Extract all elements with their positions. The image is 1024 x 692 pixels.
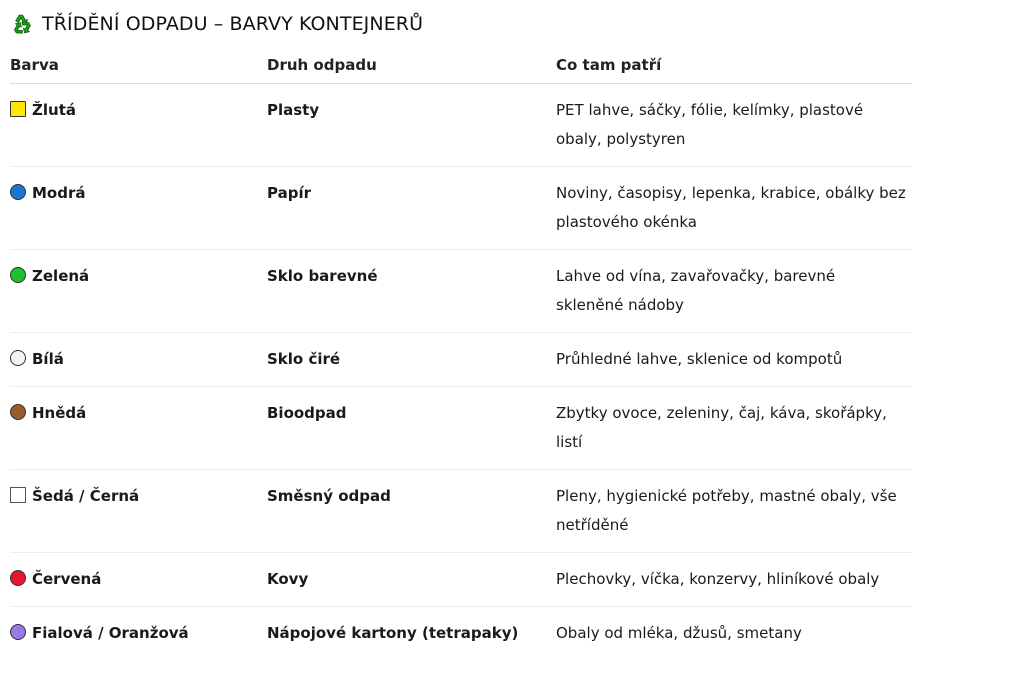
color-swatch-icon	[10, 570, 26, 586]
color-name: Modrá	[32, 184, 86, 202]
color-cell	[10, 333, 267, 387]
color-name: Šedá / Černá	[32, 487, 140, 505]
color-cell	[10, 607, 267, 661]
table-row	[10, 333, 912, 387]
color-name: Zelená	[32, 267, 90, 285]
table-header-row	[10, 48, 912, 84]
waste-items: Pleny, hygienické potřeby, mastné obaly, vše netříděné	[556, 470, 912, 553]
color-cell	[10, 470, 267, 553]
color-cell	[10, 84, 267, 167]
waste-type: Směsný odpad	[267, 470, 556, 553]
waste-type: Kovy	[267, 553, 556, 607]
title-row	[10, 8, 912, 40]
waste-table	[10, 48, 912, 660]
waste-type: Sklo čiré	[267, 333, 556, 387]
waste-items: PET lahve, sáčky, fólie, kelímky, plastové obaly, polystyren	[556, 84, 912, 167]
color-swatch-icon	[10, 184, 26, 200]
waste-type: Papír	[267, 167, 556, 250]
waste-items: Průhledné lahve, sklenice od kompotů	[556, 333, 912, 387]
table-row	[10, 84, 912, 167]
waste-items: Zbytky ovoce, zeleniny, čaj, káva, skořápky, listí	[556, 387, 912, 470]
color-swatch-icon	[10, 487, 26, 503]
waste-items: Lahve od vína, zavařovačky, barevné skleněné nádoby	[556, 250, 912, 333]
color-swatch-icon	[10, 404, 26, 420]
color-swatch-icon	[10, 101, 26, 117]
color-swatch-icon	[10, 624, 26, 640]
table-row	[10, 470, 912, 553]
column-header-color: Barva	[10, 48, 267, 84]
waste-items: Plechovky, víčka, konzervy, hliníkové obaly	[556, 553, 912, 607]
waste-type: Plasty	[267, 84, 556, 167]
recycle-icon	[10, 12, 34, 36]
color-name: Hnědá	[32, 404, 87, 422]
table-row	[10, 607, 912, 661]
waste-type: Bioodpad	[267, 387, 556, 470]
color-name: Červená	[32, 570, 102, 588]
waste-type: Nápojové kartony (tetrapaky)	[267, 624, 519, 642]
color-cell	[10, 387, 267, 470]
waste-type: Sklo barevné	[267, 250, 556, 333]
color-name: Žlutá	[32, 101, 76, 119]
color-cell	[10, 167, 267, 250]
column-header-waste-type: Druh odpadu	[267, 48, 556, 84]
waste-items: Obaly od mléka, džusů, smetany	[556, 624, 802, 642]
table-row	[10, 250, 912, 333]
color-swatch-icon	[10, 267, 26, 283]
column-header-items: Co tam patří	[556, 48, 912, 84]
waste-items: Noviny, časopisy, lepenka, krabice, obálky bez plastového okénka	[556, 167, 912, 250]
color-name: Bílá	[32, 350, 64, 368]
color-cell	[10, 553, 267, 607]
page-title: TŘÍDĚNÍ ODPADU – BARVY KONTEJNERŮ	[42, 13, 424, 35]
color-cell	[10, 250, 267, 333]
color-swatch-icon	[10, 350, 26, 366]
table-row	[10, 387, 912, 470]
page	[10, 8, 912, 660]
table-row	[10, 167, 912, 250]
table-row	[10, 553, 912, 607]
color-name: Fialová / Oranžová	[32, 624, 189, 642]
